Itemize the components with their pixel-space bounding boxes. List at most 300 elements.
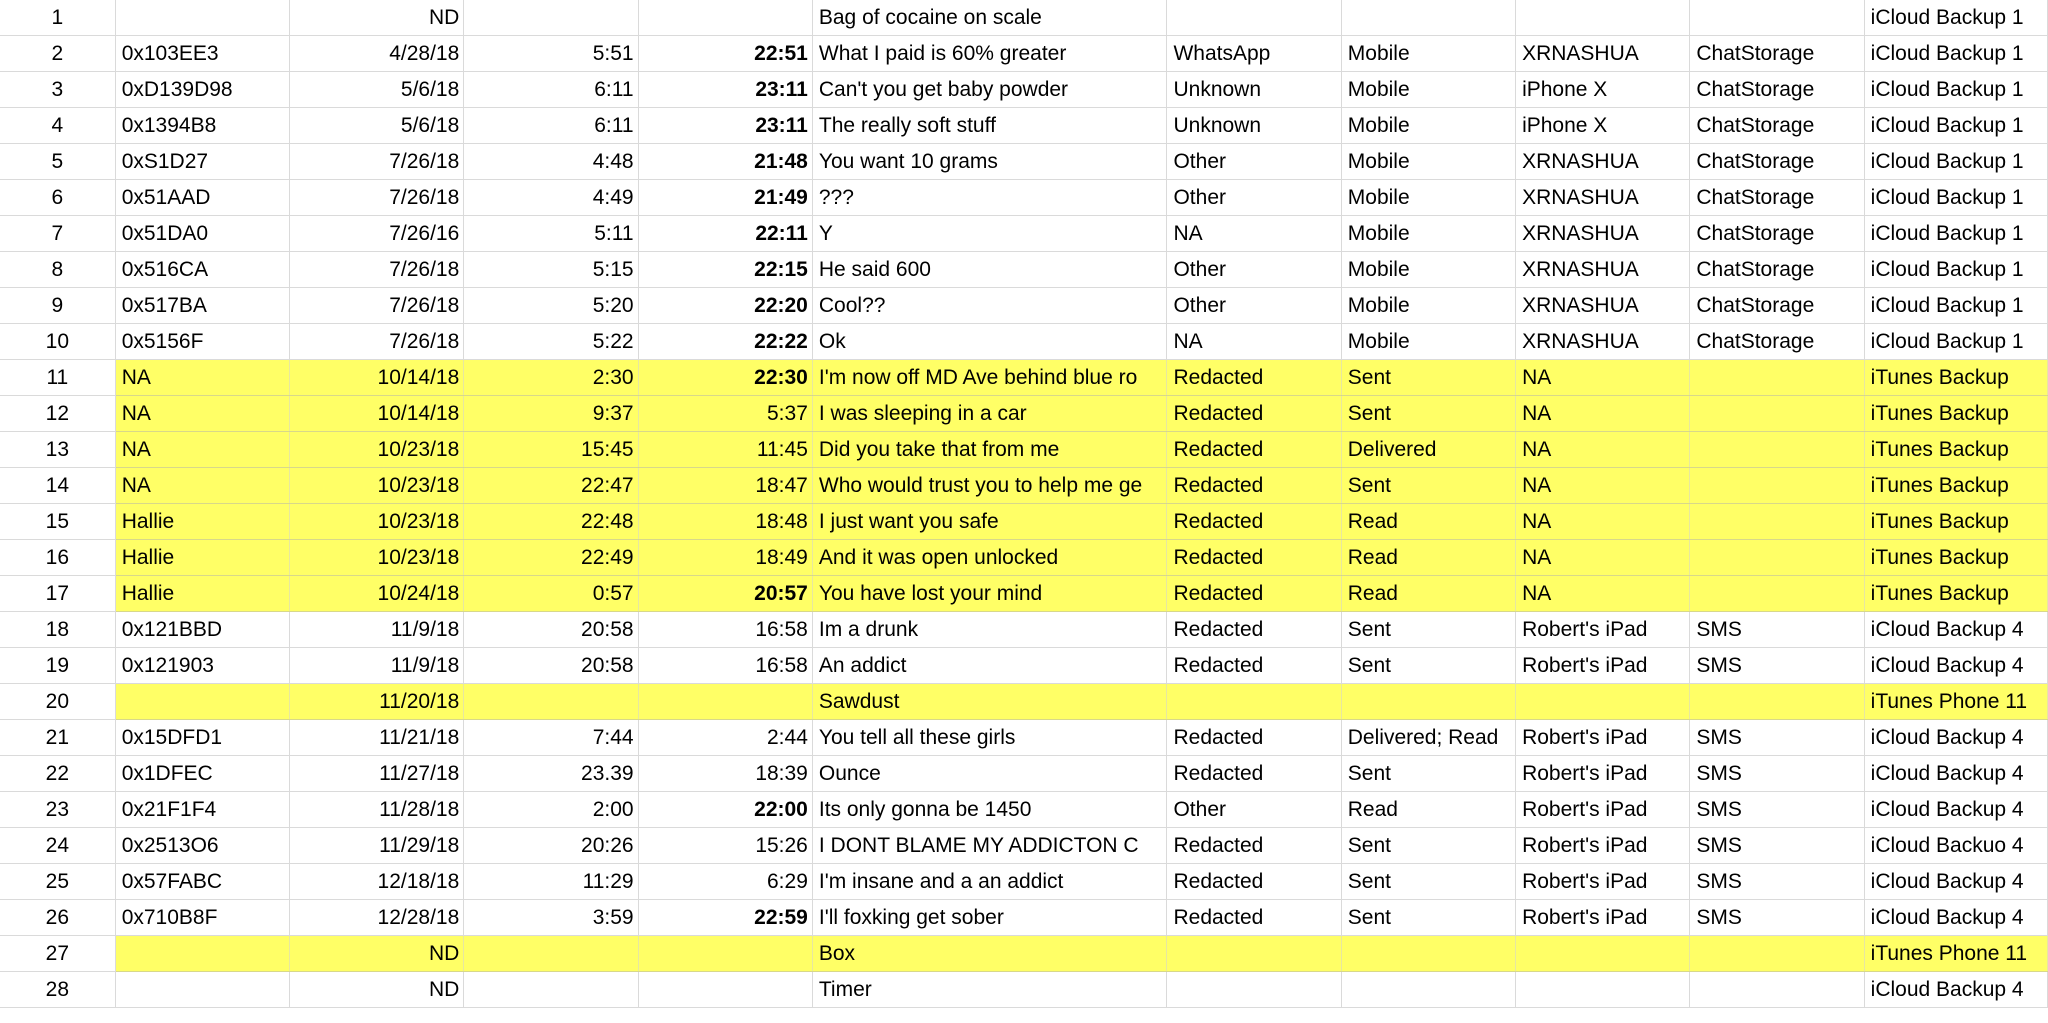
cell-time-utc[interactable]: 9:37 [464, 396, 638, 432]
cell-time-local[interactable]: 22:51 [638, 36, 812, 72]
cell-message-id[interactable]: 0x710B8F [115, 900, 289, 936]
cell-time-local[interactable] [638, 0, 812, 36]
cell-message-id[interactable]: 0x21F1F4 [115, 792, 289, 828]
cell-source[interactable]: iTunes Backup [1864, 432, 2047, 468]
cell-app[interactable]: Redacted [1167, 504, 1341, 540]
cell-time-local[interactable]: 23:11 [638, 72, 812, 108]
cell-device[interactable] [1516, 684, 1690, 720]
cell-time-local[interactable]: 22:59 [638, 900, 812, 936]
cell-date[interactable]: 7/26/16 [289, 216, 463, 252]
cell-source[interactable]: iCloud Backup 1 [1864, 72, 2047, 108]
cell-store[interactable] [1690, 432, 1864, 468]
row-number: 25 [0, 864, 115, 900]
cell-app[interactable]: Other [1167, 252, 1341, 288]
cell-app[interactable]: Redacted [1167, 612, 1341, 648]
cell-date[interactable]: 11/9/18 [289, 648, 463, 684]
cell-message[interactable]: Its only gonna be 1450 [812, 792, 1167, 828]
cell-time-utc[interactable]: 20:58 [464, 612, 638, 648]
cell-app[interactable]: Redacted [1167, 468, 1341, 504]
row-number: 2 [0, 36, 115, 72]
cell-device[interactable]: NA [1516, 360, 1690, 396]
cell-source[interactable]: iCloud Backup 4 [1864, 648, 2047, 684]
cell-message-id[interactable] [115, 0, 289, 36]
cell-time-utc[interactable]: 5:11 [464, 216, 638, 252]
cell-source[interactable]: iTunes Backup [1864, 504, 2047, 540]
cell-source[interactable]: iCloud Backup 1 [1864, 324, 2047, 360]
cell-date[interactable]: 10/14/18 [289, 360, 463, 396]
cell-source[interactable]: iCloud Backup 1 [1864, 36, 2047, 72]
cell-status[interactable]: Sent [1341, 396, 1515, 432]
cell-device[interactable]: NA [1516, 468, 1690, 504]
cell-device[interactable]: XRNASHUA [1516, 36, 1690, 72]
cell-time-local[interactable]: 18:47 [638, 468, 812, 504]
cell-source[interactable]: iTunes Backup [1864, 468, 2047, 504]
cell-message[interactable]: You want 10 grams [812, 144, 1167, 180]
cell-time-utc[interactable]: 2:30 [464, 360, 638, 396]
cell-source[interactable]: iCloud Backup 4 [1864, 792, 2047, 828]
cell-app[interactable]: Unknown [1167, 108, 1341, 144]
row-number: 23 [0, 792, 115, 828]
cell-time-utc[interactable]: 20:58 [464, 648, 638, 684]
cell-app[interactable]: Redacted [1167, 576, 1341, 612]
cell-message[interactable]: Ounce [812, 756, 1167, 792]
cell-date[interactable]: 11/21/18 [289, 720, 463, 756]
cell-status[interactable] [1341, 972, 1515, 1008]
cell-source[interactable]: iCloud Backup 4 [1864, 972, 2047, 1008]
cell-message-id[interactable]: 0x15DFD1 [115, 720, 289, 756]
cell-time-local[interactable]: 22:15 [638, 252, 812, 288]
cell-time-utc[interactable]: 4:49 [464, 180, 638, 216]
cell-store[interactable] [1690, 936, 1864, 972]
cell-message[interactable]: I'm insane and a an addict [812, 864, 1167, 900]
cell-device[interactable]: iPhone X [1516, 108, 1690, 144]
cell-time-utc[interactable]: 5:22 [464, 324, 638, 360]
cell-time-local[interactable]: 5:37 [638, 396, 812, 432]
cell-source[interactable]: iCloud Backup 1 [1864, 180, 2047, 216]
cell-time-utc[interactable]: 3:59 [464, 900, 638, 936]
table-row [0, 900, 2048, 936]
cell-status[interactable]: Sent [1341, 756, 1515, 792]
cell-message[interactable]: Sawdust [812, 684, 1167, 720]
table-row [0, 144, 2048, 180]
cell-status[interactable]: Mobile [1341, 180, 1515, 216]
table-row [0, 396, 2048, 432]
cell-store[interactable]: SMS [1690, 864, 1864, 900]
table-row [0, 468, 2048, 504]
cell-device[interactable] [1516, 0, 1690, 36]
cell-time-utc[interactable] [464, 936, 638, 972]
cell-message[interactable]: You tell all these girls [812, 720, 1167, 756]
cell-message[interactable]: Did you take that from me [812, 432, 1167, 468]
cell-message-id[interactable]: 0x517BA [115, 288, 289, 324]
cell-store[interactable]: SMS [1690, 648, 1864, 684]
cell-device[interactable]: XRNASHUA [1516, 144, 1690, 180]
cell-source[interactable]: iCloud Backup 1 [1864, 288, 2047, 324]
cell-time-utc[interactable] [464, 0, 638, 36]
cell-time-utc[interactable]: 23.39 [464, 756, 638, 792]
cell-time-utc[interactable]: 4:48 [464, 144, 638, 180]
cell-device[interactable]: NA [1516, 504, 1690, 540]
cell-device[interactable]: NA [1516, 396, 1690, 432]
cell-store[interactable]: SMS [1690, 756, 1864, 792]
cell-date[interactable]: 7/26/18 [289, 324, 463, 360]
cell-time-utc[interactable]: 5:51 [464, 36, 638, 72]
cell-message[interactable]: Ok [812, 324, 1167, 360]
cell-status[interactable] [1341, 936, 1515, 972]
cell-source[interactable]: iTunes Phone 11 [1864, 936, 2047, 972]
cell-store[interactable] [1690, 576, 1864, 612]
cell-status[interactable]: Mobile [1341, 216, 1515, 252]
cell-app[interactable] [1167, 684, 1341, 720]
cell-source[interactable]: iCloud Backup 1 [1864, 252, 2047, 288]
cell-time-local[interactable]: 22:11 [638, 216, 812, 252]
cell-message-id[interactable]: 0x103EE3 [115, 36, 289, 72]
cell-date[interactable]: 10/23/18 [289, 432, 463, 468]
cell-status[interactable]: Sent [1341, 468, 1515, 504]
row-number: 21 [0, 720, 115, 756]
cell-store[interactable]: SMS [1690, 720, 1864, 756]
cell-time-utc[interactable]: 6:11 [464, 72, 638, 108]
cell-time-local[interactable]: 16:58 [638, 648, 812, 684]
cell-date[interactable]: 7/26/18 [289, 180, 463, 216]
cell-time-local[interactable] [638, 684, 812, 720]
cell-store[interactable]: ChatStorage [1690, 144, 1864, 180]
cell-date[interactable]: 10/14/18 [289, 396, 463, 432]
cell-store[interactable]: ChatStorage [1690, 252, 1864, 288]
cell-date[interactable]: 11/28/18 [289, 792, 463, 828]
cell-time-local[interactable]: 22:22 [638, 324, 812, 360]
cell-time-utc[interactable]: 6:11 [464, 108, 638, 144]
cell-status[interactable]: Delivered [1341, 432, 1515, 468]
cell-time-utc[interactable]: 5:15 [464, 252, 638, 288]
cell-store[interactable] [1690, 972, 1864, 1008]
cell-message-id[interactable] [115, 972, 289, 1008]
cell-message[interactable]: You have lost your mind [812, 576, 1167, 612]
cell-time-local[interactable]: 11:45 [638, 432, 812, 468]
cell-app[interactable]: Unknown [1167, 72, 1341, 108]
cell-store[interactable]: ChatStorage [1690, 324, 1864, 360]
cell-date[interactable]: 4/28/18 [289, 36, 463, 72]
cell-device[interactable]: XRNASHUA [1516, 180, 1690, 216]
cell-time-utc[interactable] [464, 972, 638, 1008]
row-number: 4 [0, 108, 115, 144]
cell-status[interactable]: Read [1341, 792, 1515, 828]
cell-store[interactable] [1690, 540, 1864, 576]
cell-device[interactable]: Robert's iPad [1516, 792, 1690, 828]
cell-app[interactable]: Other [1167, 792, 1341, 828]
cell-message[interactable]: Timer [812, 972, 1167, 1008]
cell-time-utc[interactable]: 22:47 [464, 468, 638, 504]
cell-status[interactable]: Mobile [1341, 72, 1515, 108]
cell-time-local[interactable]: 18:49 [638, 540, 812, 576]
cell-device[interactable]: XRNASHUA [1516, 324, 1690, 360]
cell-time-utc[interactable]: 7:44 [464, 720, 638, 756]
cell-status[interactable]: Mobile [1341, 288, 1515, 324]
cell-store[interactable] [1690, 0, 1864, 36]
cell-status[interactable]: Read [1341, 576, 1515, 612]
cell-message-id[interactable]: 0x51DA0 [115, 216, 289, 252]
cell-source[interactable]: iTunes Backup [1864, 540, 2047, 576]
cell-status[interactable] [1341, 684, 1515, 720]
cell-message-id[interactable]: 0x1DFEC [115, 756, 289, 792]
cell-device[interactable]: Robert's iPad [1516, 864, 1690, 900]
cell-app[interactable]: Redacted [1167, 756, 1341, 792]
cell-app[interactable] [1167, 936, 1341, 972]
cell-message[interactable]: ??? [812, 180, 1167, 216]
cell-message-id[interactable]: 0x5156F [115, 324, 289, 360]
cell-date[interactable]: 11/27/18 [289, 756, 463, 792]
cell-date[interactable]: ND [289, 972, 463, 1008]
cell-store[interactable]: ChatStorage [1690, 36, 1864, 72]
row-number: 13 [0, 432, 115, 468]
cell-time-utc[interactable]: 0:57 [464, 576, 638, 612]
cell-time-local[interactable] [638, 972, 812, 1008]
cell-date[interactable]: 7/26/18 [289, 252, 463, 288]
cell-app[interactable]: Other [1167, 288, 1341, 324]
cell-message[interactable]: Bag of cocaine on scale [812, 0, 1167, 36]
cell-message[interactable]: I DONT BLAME MY ADDICTON C [812, 828, 1167, 864]
cell-message-id[interactable]: 0xS1D27 [115, 144, 289, 180]
cell-store[interactable]: ChatStorage [1690, 108, 1864, 144]
cell-status[interactable]: Sent [1341, 828, 1515, 864]
cell-app[interactable]: Redacted [1167, 900, 1341, 936]
cell-app[interactable] [1167, 0, 1341, 36]
cell-source[interactable]: iCloud Backup 4 [1864, 864, 2047, 900]
cell-message-id[interactable]: Hallie [115, 576, 289, 612]
cell-date[interactable]: 7/26/18 [289, 144, 463, 180]
cell-status[interactable]: Sent [1341, 648, 1515, 684]
cell-status[interactable] [1341, 0, 1515, 36]
cell-source[interactable]: iTunes Phone 11 [1864, 684, 2047, 720]
cell-date[interactable]: 10/23/18 [289, 468, 463, 504]
cell-time-utc[interactable]: 22:48 [464, 504, 638, 540]
table-row [0, 612, 2048, 648]
cell-message[interactable]: He said 600 [812, 252, 1167, 288]
table-row [0, 360, 2048, 396]
cell-date[interactable]: 11/9/18 [289, 612, 463, 648]
table-row [0, 180, 2048, 216]
cell-source[interactable]: iCloud Backup 1 [1864, 144, 2047, 180]
cell-source[interactable]: iCloud Backup 4 [1864, 612, 2047, 648]
cell-date[interactable]: 10/23/18 [289, 540, 463, 576]
cell-message[interactable]: Cool?? [812, 288, 1167, 324]
cell-time-local[interactable]: 21:49 [638, 180, 812, 216]
cell-message[interactable]: And it was open unlocked [812, 540, 1167, 576]
cell-source[interactable]: iCloud Backup 4 [1864, 900, 2047, 936]
cell-status[interactable]: Mobile [1341, 144, 1515, 180]
cell-time-local[interactable]: 18:39 [638, 756, 812, 792]
cell-status[interactable]: Mobile [1341, 108, 1515, 144]
row-number: 9 [0, 288, 115, 324]
row-number: 7 [0, 216, 115, 252]
cell-message[interactable]: I'll foxking get sober [812, 900, 1167, 936]
cell-time-local[interactable]: 22:20 [638, 288, 812, 324]
cell-message-id[interactable]: 0x121903 [115, 648, 289, 684]
cell-status[interactable]: Mobile [1341, 324, 1515, 360]
cell-source[interactable]: iCloud Backuo 4 [1864, 828, 2047, 864]
cell-message-id[interactable]: NA [115, 360, 289, 396]
row-number: 15 [0, 504, 115, 540]
cell-message-id[interactable]: 0x2513O6 [115, 828, 289, 864]
cell-device[interactable]: XRNASHUA [1516, 216, 1690, 252]
cell-date[interactable]: 12/28/18 [289, 900, 463, 936]
cell-date[interactable]: 12/18/18 [289, 864, 463, 900]
cell-app[interactable]: Redacted [1167, 540, 1341, 576]
cell-message[interactable]: I'm now off MD Ave behind blue ro [812, 360, 1167, 396]
cell-app[interactable] [1167, 972, 1341, 1008]
cell-store[interactable] [1690, 504, 1864, 540]
cell-app[interactable]: WhatsApp [1167, 36, 1341, 72]
cell-app[interactable]: Other [1167, 144, 1341, 180]
cell-time-local[interactable]: 23:11 [638, 108, 812, 144]
cell-app[interactable]: NA [1167, 324, 1341, 360]
cell-source[interactable]: iCloud Backup 4 [1864, 720, 2047, 756]
cell-store[interactable]: ChatStorage [1690, 72, 1864, 108]
cell-app[interactable]: Other [1167, 180, 1341, 216]
cell-source[interactable]: iCloud Backup 1 [1864, 0, 2047, 36]
cell-message-id[interactable]: Hallie [115, 540, 289, 576]
cell-date[interactable]: ND [289, 0, 463, 36]
cell-time-utc[interactable]: 5:20 [464, 288, 638, 324]
cell-device[interactable]: XRNASHUA [1516, 288, 1690, 324]
cell-device[interactable]: Robert's iPad [1516, 612, 1690, 648]
cell-message[interactable]: Y [812, 216, 1167, 252]
table-row [0, 972, 2048, 1008]
cell-app[interactable]: Redacted [1167, 396, 1341, 432]
cell-device[interactable]: Robert's iPad [1516, 720, 1690, 756]
cell-device[interactable]: NA [1516, 576, 1690, 612]
cell-app[interactable]: Redacted [1167, 720, 1341, 756]
cell-time-utc[interactable]: 15:45 [464, 432, 638, 468]
cell-status[interactable]: Sent [1341, 900, 1515, 936]
cell-app[interactable]: Redacted [1167, 828, 1341, 864]
cell-time-utc[interactable]: 11:29 [464, 864, 638, 900]
cell-status[interactable]: Delivered; Read [1341, 720, 1515, 756]
cell-date[interactable]: 10/24/18 [289, 576, 463, 612]
cell-time-local[interactable]: 16:58 [638, 612, 812, 648]
cell-status[interactable]: Sent [1341, 360, 1515, 396]
cell-status[interactable]: Mobile [1341, 252, 1515, 288]
cell-store[interactable] [1690, 396, 1864, 432]
row-number: 8 [0, 252, 115, 288]
cell-device[interactable]: NA [1516, 432, 1690, 468]
cell-message-id[interactable]: Hallie [115, 504, 289, 540]
cell-time-local[interactable]: 22:30 [638, 360, 812, 396]
cell-app[interactable]: NA [1167, 216, 1341, 252]
cell-message[interactable]: I was sleeping in a car [812, 396, 1167, 432]
cell-app[interactable]: Redacted [1167, 360, 1341, 396]
cell-status[interactable]: Read [1341, 540, 1515, 576]
cell-message-id[interactable]: 0x121BBD [115, 612, 289, 648]
cell-device[interactable]: Robert's iPad [1516, 756, 1690, 792]
cell-status[interactable]: Sent [1341, 864, 1515, 900]
cell-message-id[interactable]: 0x51AAD [115, 180, 289, 216]
cell-date[interactable]: 11/20/18 [289, 684, 463, 720]
cell-device[interactable]: NA [1516, 540, 1690, 576]
cell-store[interactable]: SMS [1690, 828, 1864, 864]
cell-time-local[interactable] [638, 936, 812, 972]
cell-time-local[interactable]: 21:48 [638, 144, 812, 180]
cell-store[interactable]: SMS [1690, 792, 1864, 828]
cell-store[interactable]: SMS [1690, 900, 1864, 936]
cell-app[interactable]: Redacted [1167, 432, 1341, 468]
cell-time-utc[interactable]: 22:49 [464, 540, 638, 576]
cell-store[interactable]: SMS [1690, 612, 1864, 648]
cell-date[interactable]: 7/26/18 [289, 288, 463, 324]
cell-date[interactable]: 5/6/18 [289, 72, 463, 108]
cell-device[interactable] [1516, 972, 1690, 1008]
cell-message[interactable]: Box [812, 936, 1167, 972]
cell-date[interactable]: ND [289, 936, 463, 972]
cell-store[interactable] [1690, 468, 1864, 504]
cell-store[interactable] [1690, 684, 1864, 720]
cell-message[interactable]: An addict [812, 648, 1167, 684]
cell-message-id[interactable]: 0xD139D98 [115, 72, 289, 108]
cell-message-id[interactable]: 0x516CA [115, 252, 289, 288]
table-row [0, 108, 2048, 144]
cell-source[interactable]: iTunes Backup [1864, 396, 2047, 432]
cell-store[interactable]: ChatStorage [1690, 288, 1864, 324]
cell-device[interactable]: XRNASHUA [1516, 252, 1690, 288]
cell-store[interactable]: ChatStorage [1690, 180, 1864, 216]
cell-date[interactable]: 5/6/18 [289, 108, 463, 144]
cell-message[interactable]: What I paid is 60% greater [812, 36, 1167, 72]
cell-time-local[interactable]: 6:29 [638, 864, 812, 900]
cell-message-id[interactable] [115, 936, 289, 972]
cell-time-local[interactable]: 18:48 [638, 504, 812, 540]
cell-message-id[interactable]: NA [115, 432, 289, 468]
cell-source[interactable]: iTunes Backup [1864, 360, 2047, 396]
cell-time-local[interactable]: 15:26 [638, 828, 812, 864]
cell-source[interactable]: iTunes Backup [1864, 576, 2047, 612]
cell-message-id[interactable]: 0x1394B8 [115, 108, 289, 144]
cell-store[interactable]: ChatStorage [1690, 216, 1864, 252]
cell-date[interactable]: 11/29/18 [289, 828, 463, 864]
cell-time-utc[interactable]: 20:26 [464, 828, 638, 864]
cell-date[interactable]: 10/23/18 [289, 504, 463, 540]
cell-message-id[interactable] [115, 684, 289, 720]
cell-message[interactable]: Can't you get baby powder [812, 72, 1167, 108]
cell-time-utc[interactable] [464, 684, 638, 720]
cell-status[interactable]: Mobile [1341, 36, 1515, 72]
cell-message[interactable]: Im a drunk [812, 612, 1167, 648]
cell-source[interactable]: iCloud Backup 1 [1864, 108, 2047, 144]
cell-message-id[interactable]: 0x57FABC [115, 864, 289, 900]
cell-device[interactable]: iPhone X [1516, 72, 1690, 108]
cell-time-local[interactable]: 22:00 [638, 792, 812, 828]
cell-device[interactable]: Robert's iPad [1516, 828, 1690, 864]
cell-app[interactable]: Redacted [1167, 864, 1341, 900]
cell-time-local[interactable]: 2:44 [638, 720, 812, 756]
cell-message[interactable]: The really soft stuff [812, 108, 1167, 144]
cell-store[interactable] [1690, 360, 1864, 396]
cell-app[interactable]: Redacted [1167, 648, 1341, 684]
cell-time-utc[interactable]: 2:00 [464, 792, 638, 828]
cell-message-id[interactable]: NA [115, 468, 289, 504]
cell-status[interactable]: Read [1341, 504, 1515, 540]
cell-time-local[interactable]: 20:57 [638, 576, 812, 612]
cell-message[interactable]: Who would trust you to help me ge [812, 468, 1167, 504]
cell-device[interactable]: Robert's iPad [1516, 900, 1690, 936]
cell-message-id[interactable]: NA [115, 396, 289, 432]
cell-device[interactable]: Robert's iPad [1516, 648, 1690, 684]
row-number: 19 [0, 648, 115, 684]
cell-source[interactable]: iCloud Backup 4 [1864, 756, 2047, 792]
cell-device[interactable] [1516, 936, 1690, 972]
cell-message[interactable]: I just want you safe [812, 504, 1167, 540]
cell-source[interactable]: iCloud Backup 1 [1864, 216, 2047, 252]
cell-status[interactable]: Sent [1341, 612, 1515, 648]
